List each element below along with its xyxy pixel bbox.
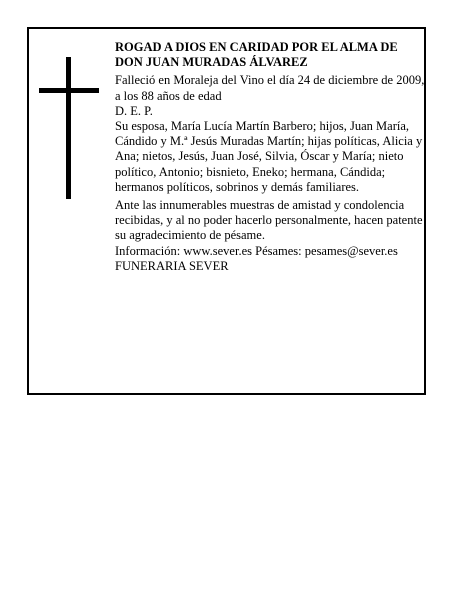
deceased-name: DON JUAN MURADAS ÁLVAREZ [115, 55, 308, 70]
notice-content [115, 40, 425, 274]
death-info: Falleció en Moraleja del Vino el día 24 de diciembre de 2009, a los 88 años de edad [115, 73, 425, 103]
cross-horizontal-bar [39, 88, 99, 93]
family-list: Su esposa, María Lucía Martín Barbero; hijos, Juan María, Cándido y M.ª Jesús Muradas Martín; hijas políticas, Alicia y Ana; nietos, Jesús, Juan José, Silvia, Óscar y María; nieto político, Antonio; bisnieto, Eneko; hermana, Cándida; hermanos políticos, sobrinos y demás familiares. [115, 119, 423, 194]
obituary-notice [27, 27, 426, 395]
cross-vertical-bar [66, 57, 71, 199]
contact-info: Información: www.sever.es Pésames: pesames@sever.es FUNERARIA SEVER [115, 243, 398, 273]
gratitude-text: Ante las innumerables muestras de amistad y condolencia recibidas, y al no poder hacerlo personalmente, hacen patente su agradecimiento de pésame. [115, 198, 423, 243]
dep-text: D. E. P. [115, 103, 153, 118]
cross-icon [39, 57, 99, 199]
notice-heading-line1: ROGAD A DIOS EN CARIDAD POR EL ALMA DE [115, 40, 398, 54]
